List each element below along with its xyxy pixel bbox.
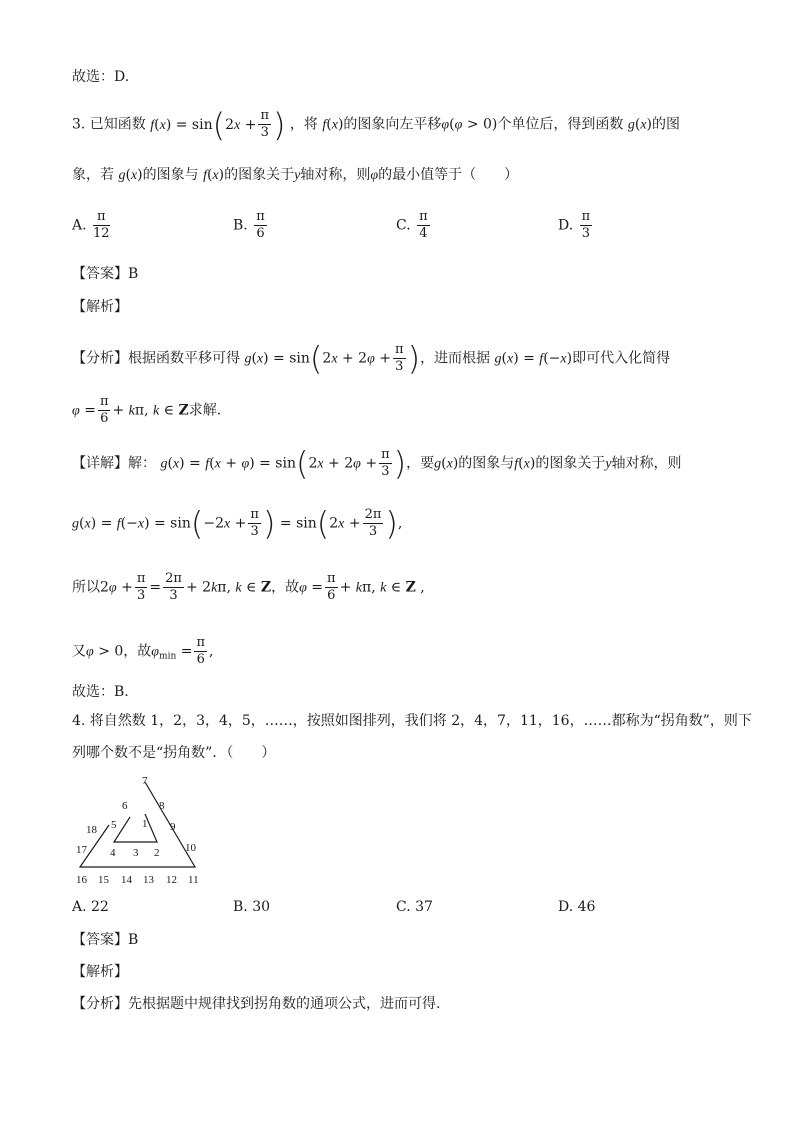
fig-num: 9 [170, 821, 176, 833]
fig-num: 16 [76, 874, 87, 886]
fig-num: 1 [142, 818, 148, 830]
q3-answer: 【答案】B [72, 266, 139, 282]
q3-stem-line2: 象，若 g(x)的图象与 f(x)的图象关于y轴对称，则φ的最小值等于（ ） [72, 167, 519, 183]
q3-option-c[interactable]: C. $\frac{\pi}{4}$ [396, 209, 428, 241]
fig-num: 4 [110, 847, 116, 859]
q3-detail-line2: g(x) = f(−x) = sin(−2x + $\frac{\pi}{3}$ ) = sin(2x + $\frac{2\pi}{3}$ ), [72, 504, 403, 543]
fig-num: 12 [166, 874, 177, 886]
fig-num: 2 [154, 847, 160, 859]
q4-analysis-heading: 【解析】 [72, 964, 128, 980]
q3-fenxi-line2: φ = $\frac{\pi}{6}$ + kπ, k ∈ Z求解. [72, 394, 222, 426]
q3-number: 3. 已知函数 [72, 116, 146, 133]
q3-stem-line1: 3. 已知函数 f(x) = sin(2x + $\frac{\pi}{3}$ ) ，将 f(x)的图象向左平移φ(φ > 0)个单位后，得到函数 g(x)的图 [72, 105, 680, 144]
q4-option-a[interactable]: A. 22 [72, 899, 109, 915]
q3-detail-line4: 又φ > 0，故$\varphi_{min}$ = $\frac{\pi}{6}$ , [72, 635, 214, 667]
fig-num: 13 [143, 874, 154, 886]
q4-stem-line1: 4. 将自然数 1，2，3，4，5，……，按照如图排列，我们将 2，4，7，11，16，……都称为“拐角数”，则下 [72, 713, 752, 729]
fig-num: 18 [86, 824, 97, 836]
previous-answer-line: 故选：D. [72, 69, 130, 85]
q3-fenxi-line1: 【分析】根据函数平移可得 g(x) = sin(2x + 2φ + $\frac{\pi}{3}$ )，进而根据 g(x) = f(−x)即可代入化简得 [72, 339, 671, 378]
q3-option-a[interactable]: A. $\frac{\pi}{12}$ [72, 209, 110, 241]
q3-detail-line1: 【详解】解： g(x) = f(x + φ) = sin(2x + 2φ + $\frac{\pi}{3}$ )，要g(x)的图象与f(x)的图象关于y轴对称，则 [72, 444, 682, 483]
q4-option-c[interactable]: C. 37 [396, 899, 433, 915]
fig-num: 3 [133, 847, 139, 859]
q4-option-d[interactable]: D. 46 [558, 899, 596, 915]
q4-answer: 【答案】B [72, 932, 139, 948]
q4-stem-line2: 列哪个数不是“拐角数”．（ ） [72, 745, 276, 761]
q3-option-d[interactable]: D. $\frac{\pi}{3}$ [558, 209, 591, 241]
q4-option-b[interactable]: B. 30 [233, 899, 271, 915]
fig-num: 15 [98, 874, 109, 886]
q3-option-b[interactable]: B. $\frac{\pi}{6}$ [233, 209, 265, 241]
fig-num: 7 [142, 775, 148, 787]
fig-num: 6 [122, 800, 128, 812]
q3-end: 故选：B. [72, 684, 129, 700]
q3-analysis-heading: 【解析】 [72, 299, 128, 315]
fig-num: 10 [185, 842, 196, 854]
q3-formula-f: f(x) = sin(2x + $\frac{\pi}{3}$ ) [150, 105, 286, 144]
inner-spiral-path [114, 814, 157, 842]
q4-fenxi: 【分析】先根据题中规律找到拐角数的通项公式，进而可得. [72, 996, 441, 1012]
fig-num: 14 [121, 874, 132, 886]
fig-num: 11 [188, 874, 199, 886]
fig-num: 8 [159, 800, 165, 812]
fig-num: 5 [111, 819, 117, 831]
fig-num: 17 [76, 844, 87, 856]
triangle-number-figure [72, 772, 207, 887]
q3-detail-line3: 所以2φ + $\frac{\pi}{3}$ = $\frac{2\pi}{3}$ + 2kπ, k ∈ Z，故φ = $\frac{\pi}{6}$ + kπ, k ∈ Z , [72, 571, 425, 603]
